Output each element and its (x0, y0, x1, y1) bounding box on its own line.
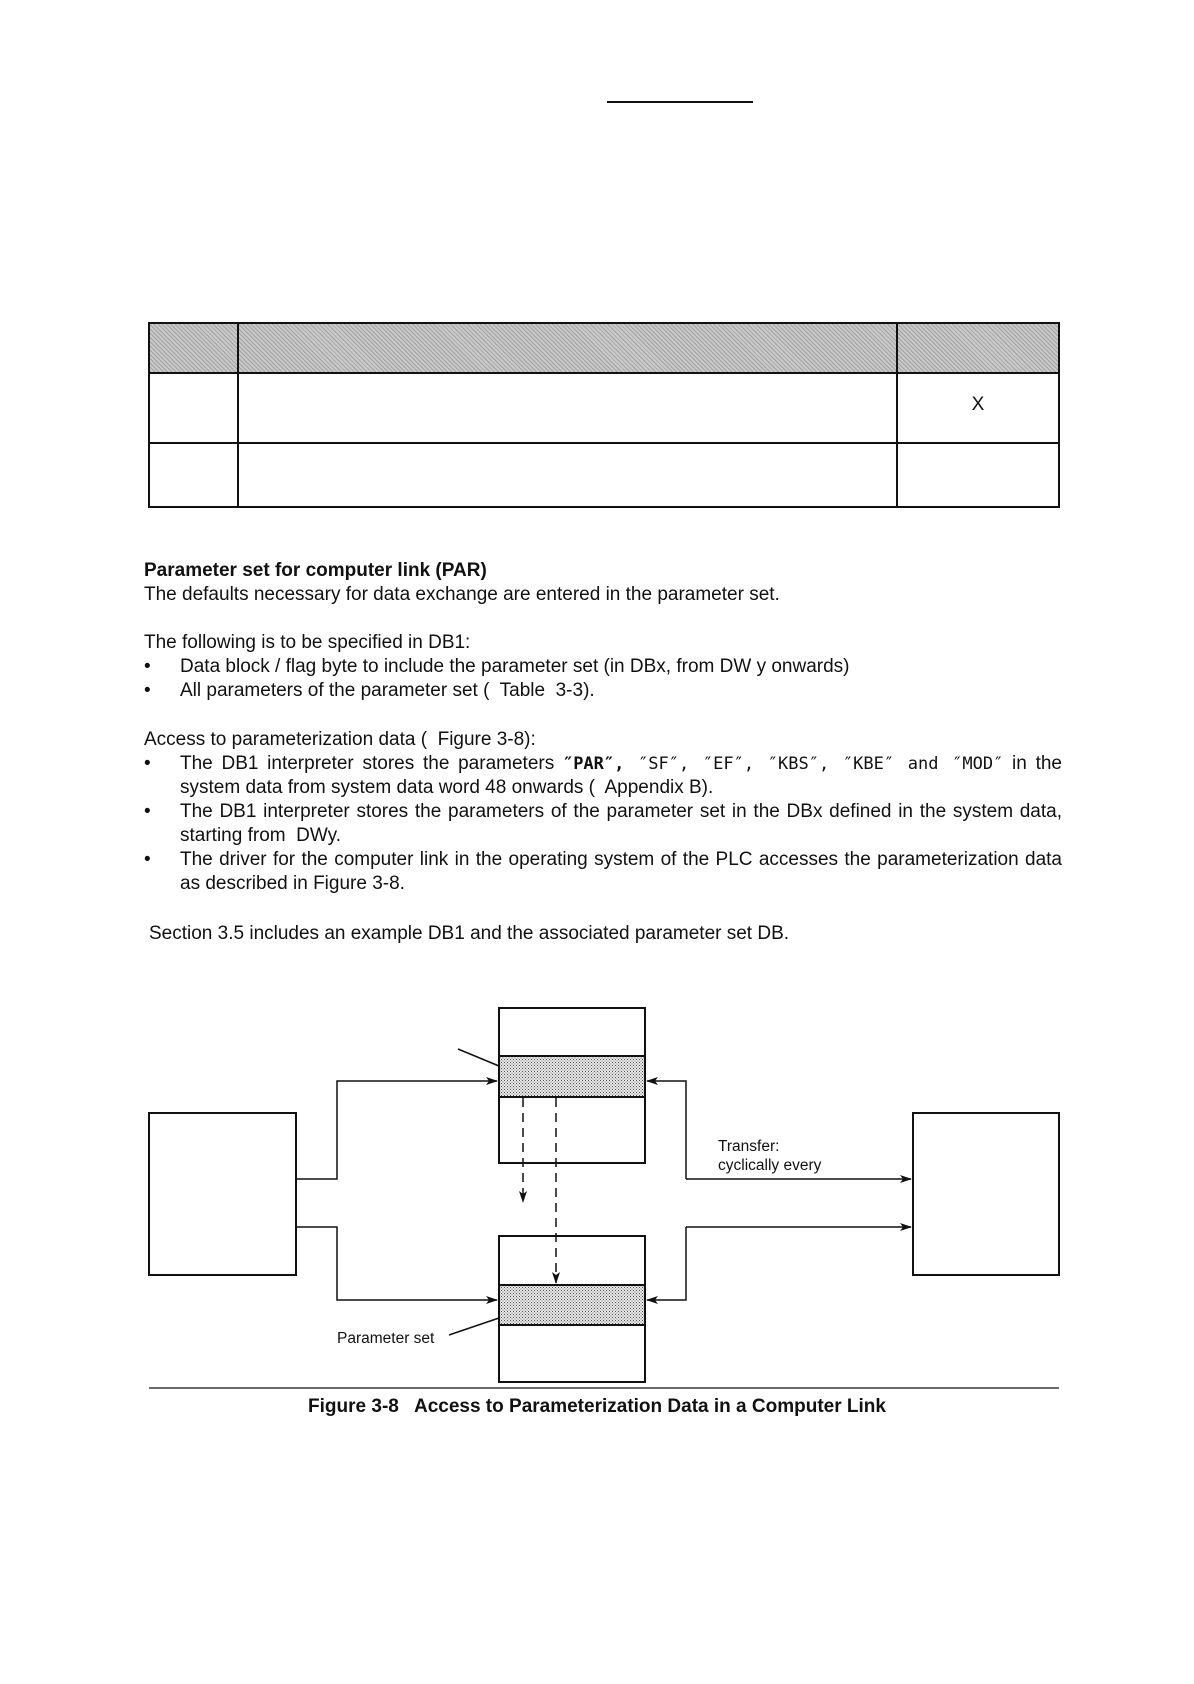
parameter-set-label: Parameter set (337, 1330, 435, 1347)
param-names: ″SF″, ″EF″, ″KBS″, ″KBE″ and ″MOD″ (624, 754, 1004, 774)
list-item: • All parameters of the parameter set ( Table 3-3). (144, 679, 1062, 703)
arrow-to-parameter-set (296, 1227, 497, 1300)
section-intro-text: The defaults necessary for data exchange are entered in the parameter set. (144, 584, 780, 605)
system-data-shaded-area (499, 1056, 645, 1097)
access-intro-text: Access to parameterization data ( Figure 3-8): (144, 729, 536, 750)
section-heading: Parameter set for computer link (PAR) (144, 560, 487, 581)
system-data-pointer-line (458, 1049, 499, 1066)
left-block (149, 1113, 296, 1275)
arrow-from-right-to-parameter-set (647, 1227, 686, 1300)
parameter-set-pointer-line (449, 1318, 499, 1335)
list-item-text: in the system data from system data word 48 onwards ( Appendix B). (180, 753, 1062, 798)
closing-text: Section 3.5 includes an example DB1 and the associated parameter set DB. (149, 923, 790, 944)
table-cell-mark: X (897, 373, 1059, 443)
transfer-label: Transfer: (718, 1138, 780, 1155)
arrow-from-right-to-system-data (647, 1081, 686, 1179)
list-item: • The driver for the computer link in the operating system of the PLC accesses the parameterization data as described in Figure 3-8. (144, 848, 1062, 896)
spec-intro-text: The following is to be specified in DB1: (144, 632, 471, 653)
list-item: • The DB1 interpreter stores the parameters of the parameter set in the DBx defined in the system data, starting from DWy. (144, 800, 1062, 848)
figure-caption: Figure 3-8 Access to Parameterization Data in a Computer Link (308, 1396, 886, 1417)
parameter-set-shaded-area (499, 1285, 645, 1325)
param-par: ″PAR″, (562, 754, 625, 774)
arrow-to-system-data (296, 1081, 497, 1179)
list-item-text: The DB1 interpreter stores the parameters (180, 753, 563, 774)
right-block (913, 1113, 1059, 1275)
transfer-label-line2: cyclically every (718, 1157, 822, 1174)
list-item: • Data block / flag byte to include the parameter set (in DBx, from DW y onwards) (144, 655, 1062, 679)
